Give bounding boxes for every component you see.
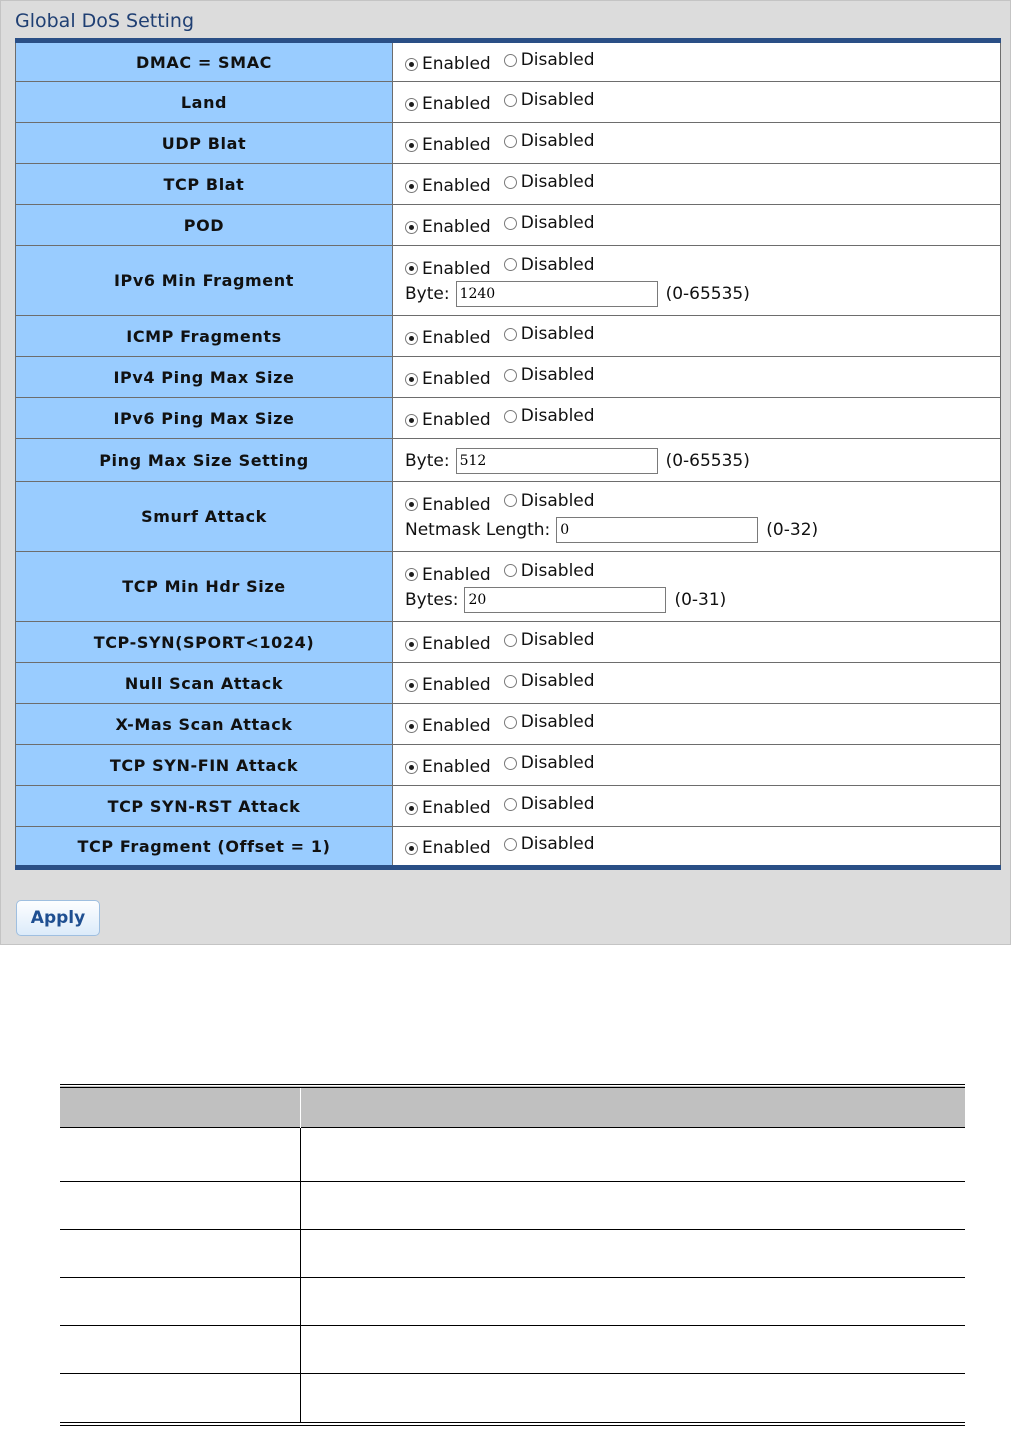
disabled-label: Disabled [520,671,595,691]
setting-row-dmac-smac [16,41,1001,82]
setting-label: TCP SYN-RST Attack [16,786,393,827]
disabled-option[interactable] [504,630,595,650]
enabled-label: Enabled [422,94,491,114]
disabled-label: Disabled [520,834,595,854]
setting-label: Smurf Attack [16,482,393,552]
description-object-cell [60,1278,301,1326]
setting-row-tcp-syn-fin-attack [16,745,1001,786]
description-row [60,1326,965,1374]
disabled-radio[interactable] [504,135,517,148]
radio-group-tcp-min-hdr-size [405,561,1000,585]
radio-group-tcp-fragment-offset-1 [405,834,1000,858]
enabled-option[interactable] [405,217,491,237]
setting-value-cell [393,622,1001,663]
disabled-label: Disabled [520,324,595,344]
disabled-radio[interactable] [504,675,517,688]
setting-row-x-mas-scan-attack [16,704,1001,745]
enabled-radio[interactable] [405,498,418,511]
description-object-cell [60,1230,301,1278]
setting-label: Null Scan Attack [16,663,393,704]
enabled-radio[interactable] [405,761,418,774]
radio-group-tcp-syn-rst-attack [405,794,1000,818]
setting-label: POD [16,205,393,246]
disabled-radio[interactable] [504,838,517,851]
enabled-radio[interactable] [405,679,418,692]
radio-group-pod [405,213,1000,237]
enabled-label: Enabled [422,410,491,430]
disabled-label: Disabled [520,630,595,650]
disabled-label: Disabled [520,712,595,732]
disabled-label: Disabled [520,406,595,426]
radio-group-ipv6-min-fragment [405,255,1000,279]
enabled-label: Enabled [422,54,491,74]
disabled-radio[interactable] [504,716,517,729]
field-label: Netmask Length: [405,519,551,540]
enabled-radio[interactable] [405,568,418,581]
disabled-label: Disabled [520,213,595,233]
radio-group-udp-blat [405,131,1000,155]
setting-row-smurf-attack [16,482,1001,552]
disabled-option[interactable] [504,365,595,385]
smurf-attack-input[interactable] [556,517,758,543]
enabled-option[interactable] [405,259,491,279]
setting-label: TCP-SYN(SPORT<1024) [16,622,393,663]
setting-row-tcp-min-hdr-size [16,552,1001,622]
enabled-option[interactable] [405,495,491,515]
enabled-option[interactable] [405,838,491,858]
disabled-radio[interactable] [504,176,517,189]
enabled-option[interactable] [405,54,491,74]
disabled-label: Disabled [520,753,595,773]
radio-group-tcp-syn-sport-1024 [405,630,1000,654]
enabled-label: Enabled [422,675,491,695]
setting-value-cell [393,41,1001,82]
setting-row-ipv6-min-fragment [16,246,1001,316]
setting-value-cell [393,663,1001,704]
enabled-option[interactable] [405,565,491,585]
description-row [60,1374,965,1424]
setting-row-land [16,82,1001,123]
setting-row-tcp-syn-rst-attack [16,786,1001,827]
setting-value-cell [393,439,1001,482]
setting-value-cell [393,205,1001,246]
setting-value-cell [393,164,1001,205]
setting-value-cell [393,704,1001,745]
disabled-radio[interactable] [504,798,517,811]
enabled-radio[interactable] [405,58,418,71]
disabled-radio[interactable] [504,369,517,382]
setting-value-cell [393,357,1001,398]
disabled-radio[interactable] [504,217,517,230]
field-label: Byte: [405,451,450,471]
radio-group-icmp-fragments [405,324,1000,348]
setting-row-ping-max-size-setting [16,439,1001,482]
setting-row-tcp-blat [16,164,1001,205]
disabled-option[interactable] [504,131,595,151]
disabled-option[interactable] [504,671,595,691]
disabled-radio[interactable] [504,494,517,507]
disabled-option[interactable] [504,255,595,275]
field-label: Byte: [405,283,450,304]
disabled-option[interactable] [504,213,595,233]
setting-label: TCP Blat [16,164,393,205]
setting-label: IPv6 Min Fragment [16,246,393,316]
description-text-cell [301,1182,966,1230]
enabled-option[interactable] [405,410,491,430]
dos-settings-table [15,38,1001,870]
field-line [405,517,1000,543]
field-range: (0-32) [766,519,819,540]
enabled-label: Enabled [422,798,491,818]
enabled-radio[interactable] [405,332,418,345]
disabled-label: Disabled [520,50,595,70]
radio-group-land [405,90,1000,114]
description-object-cell [60,1182,301,1230]
panel-title: Global DoS Setting [15,10,195,32]
radio-group-tcp-blat [405,172,1000,196]
enabled-label: Enabled [422,328,491,348]
enabled-radio[interactable] [405,802,418,815]
enabled-radio[interactable] [405,638,418,651]
enabled-label: Enabled [422,716,491,736]
description-object-cell [60,1326,301,1374]
enabled-radio[interactable] [405,98,418,111]
enabled-radio[interactable] [405,180,418,193]
setting-row-null-scan-attack [16,663,1001,704]
disabled-radio[interactable] [504,54,517,67]
setting-value-cell [393,316,1001,357]
enabled-radio[interactable] [405,720,418,733]
setting-label: DMAC = SMAC [16,41,393,82]
setting-value-cell [393,745,1001,786]
field-range: (0-31) [674,589,727,610]
setting-row-udp-blat [16,123,1001,164]
setting-row-tcp-fragment-offset-1 [16,827,1001,868]
description-object-cell [60,1128,301,1182]
description-text-cell [301,1278,966,1326]
enabled-label: Enabled [422,258,491,279]
enabled-radio[interactable] [405,842,418,855]
disabled-radio[interactable] [504,634,517,647]
setting-value-cell [393,398,1001,439]
setting-label: UDP Blat [16,123,393,164]
setting-label: IPv6 Ping Max Size [16,398,393,439]
disabled-option[interactable] [504,172,595,192]
setting-label: X-Mas Scan Attack [16,704,393,745]
setting-value-cell [393,123,1001,164]
ipv6-min-fragment-input[interactable] [456,281,658,307]
enabled-label: Enabled [422,176,491,196]
description-header-description [301,1086,966,1128]
enabled-option[interactable] [405,757,491,777]
field-range: (0-65535) [665,283,750,304]
enabled-label: Enabled [422,634,491,654]
disabled-option[interactable] [504,406,595,426]
radio-group-ipv4-ping-max-size [405,365,1000,389]
setting-value-cell [393,786,1001,827]
disabled-option[interactable] [504,90,595,110]
disabled-radio[interactable] [504,564,517,577]
description-row [60,1230,965,1278]
disabled-option[interactable] [504,491,595,511]
description-row [60,1278,965,1326]
field-line [405,587,1000,613]
enabled-radio[interactable] [405,139,418,152]
disabled-option[interactable] [504,50,595,70]
setting-label: TCP Fragment (Offset = 1) [16,827,393,868]
radio-group-smurf-attack [405,491,1000,515]
radio-group-ipv6-ping-max-size [405,406,1000,430]
enabled-option[interactable] [405,176,491,196]
enabled-label: Enabled [422,494,491,515]
enabled-option[interactable] [405,135,491,155]
description-header-object [60,1086,301,1128]
enabled-radio[interactable] [405,373,418,386]
disabled-radio[interactable] [504,757,517,770]
description-object-cell [60,1374,301,1424]
ping-max-size-setting-input[interactable] [456,448,658,474]
disabled-radio[interactable] [504,258,517,271]
description-text-cell [301,1326,966,1374]
description-text-cell [301,1230,966,1278]
enabled-radio[interactable] [405,262,418,275]
enabled-label: Enabled [422,217,491,237]
disabled-option[interactable] [504,834,595,854]
enabled-option[interactable] [405,716,491,736]
disabled-label: Disabled [520,794,595,814]
enabled-radio[interactable] [405,221,418,234]
enabled-label: Enabled [422,369,491,389]
setting-label: IPv4 Ping Max Size [16,357,393,398]
field-line [405,281,1000,307]
disabled-option[interactable] [504,561,595,581]
enabled-radio[interactable] [405,414,418,427]
disabled-label: Disabled [520,131,595,151]
enabled-option[interactable] [405,94,491,114]
description-table-wrapper [60,1084,965,1426]
setting-row-ipv6-ping-max-size [16,398,1001,439]
setting-value-cell [393,827,1001,868]
disabled-option[interactable] [504,753,595,773]
disabled-option[interactable] [504,794,595,814]
description-row [60,1182,965,1230]
setting-label: Land [16,82,393,123]
radio-group-null-scan-attack [405,671,1000,695]
disabled-option[interactable] [504,712,595,732]
setting-value-cell [393,552,1001,622]
disabled-radio[interactable] [504,328,517,341]
field-label: Bytes: [405,589,459,610]
field-range: (0-65535) [665,451,750,471]
setting-row-ipv4-ping-max-size [16,357,1001,398]
setting-label: TCP SYN-FIN Attack [16,745,393,786]
disabled-label: Disabled [520,560,595,581]
setting-label: ICMP Fragments [16,316,393,357]
setting-value-cell [393,482,1001,552]
disabled-label: Disabled [520,90,595,110]
setting-label: Ping Max Size Setting [16,439,393,482]
disabled-label: Disabled [520,490,595,511]
disabled-option[interactable] [504,324,595,344]
radio-group-tcp-syn-fin-attack [405,753,1000,777]
radio-group-dmac-smac [405,50,1000,74]
setting-row-pod [16,205,1001,246]
apply-button[interactable]: Apply [16,900,100,936]
description-text-cell [301,1374,966,1424]
radio-group-x-mas-scan-attack [405,712,1000,736]
enabled-option[interactable] [405,328,491,348]
enabled-label: Enabled [422,135,491,155]
setting-value-cell [393,246,1001,316]
tcp-min-hdr-size-input[interactable] [464,587,666,613]
disabled-radio[interactable] [504,410,517,423]
description-row [60,1128,965,1182]
description-text-cell [301,1128,966,1182]
enabled-option[interactable] [405,798,491,818]
disabled-label: Disabled [520,365,595,385]
enabled-option[interactable] [405,634,491,654]
enabled-label: Enabled [422,838,491,858]
enabled-label: Enabled [422,564,491,585]
setting-row-tcp-syn-sport-1024 [16,622,1001,663]
enabled-option[interactable] [405,369,491,389]
setting-label: TCP Min Hdr Size [16,552,393,622]
setting-row-icmp-fragments [16,316,1001,357]
enabled-label: Enabled [422,757,491,777]
disabled-radio[interactable] [504,94,517,107]
description-header-row [60,1086,965,1128]
field-line [405,448,1000,474]
disabled-label: Disabled [520,172,595,192]
disabled-label: Disabled [520,254,595,275]
enabled-option[interactable] [405,675,491,695]
setting-value-cell [393,82,1001,123]
description-table [60,1084,965,1426]
